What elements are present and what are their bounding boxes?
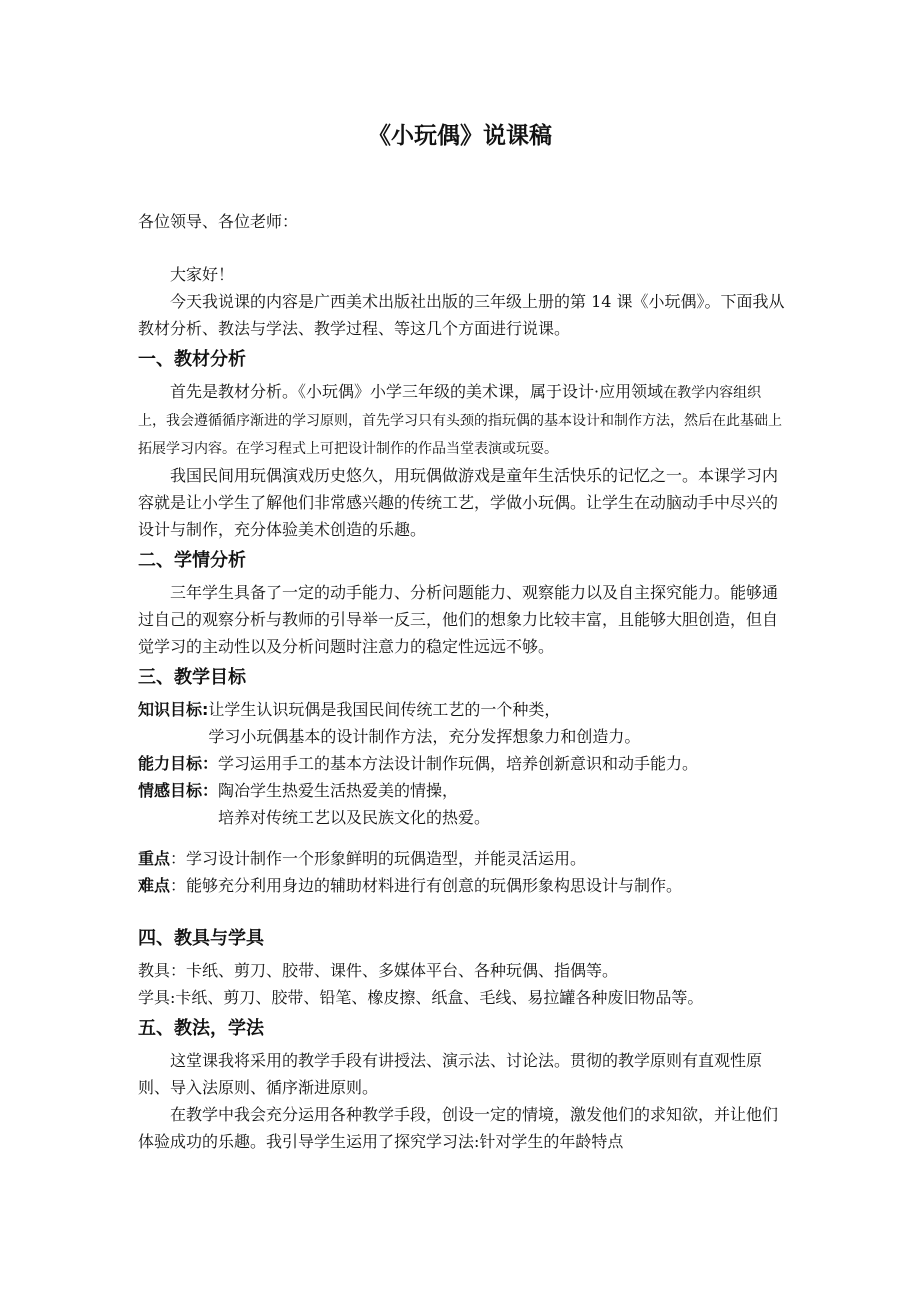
teacher-tools: 教具：卡纸、剪刀、胶带、课件、多媒体平台、各种玩偶、指偶等。: [138, 961, 619, 980]
section-heading-students: 二、学情分析: [138, 550, 246, 571]
key-point-text: ：学习设计制作一个形象鲜明的玩偶造型，并能灵活运用。: [170, 849, 587, 868]
goal-ability: [138, 750, 788, 777]
section-heading-methods: 五、教法，学法: [138, 1018, 264, 1039]
materials-paragraph-2: 我国民间用玩偶演戏历史悠久，用玩偶做游戏是童年生活快乐的记忆之一。本课学习内容就是让小学生了解他们非常感兴趣的传统工艺，学做小玩偶。让学生在动脑动手中尽兴的设计与制作，充分体验美术创造的乐趣。: [138, 466, 779, 539]
goal-emotion-text: [218, 777, 788, 831]
goal-emotion-label: 情感目标：: [138, 781, 219, 800]
goal-ability-text: 学习运用手工的基本方法设计制作玩偶，培养创新意识和动手能力。: [218, 754, 699, 773]
materials-paragraph-1: [138, 378, 788, 462]
difficult-point-text: ：能够充分利用身边的辅助材料进行有创意的玩偶形象构思设计与制作。: [170, 876, 683, 895]
goal-emotion: [138, 777, 788, 831]
goal-ability-label: 能力目标：: [138, 754, 219, 773]
goal-knowledge-line-1: 让学生认识玩偶是我国民间传统工艺的一个种类，: [208, 700, 561, 719]
section-heading-goals: 三、教学目标: [138, 667, 246, 688]
spacer: [138, 235, 788, 261]
goal-knowledge-label: 知识目标:: [138, 700, 209, 719]
section-heading-tools: 四、教具与学具: [138, 928, 264, 949]
document-body: [138, 208, 788, 1155]
goal-knowledge-text: [208, 696, 788, 750]
goal-emotion-line-1: 陶冶学生热爱生活热爱美的情操，: [218, 781, 459, 800]
intro-paragraph: 今天我说课的内容是广西美术出版社出版的三年级上册的第 14 课《小玩偶》。下面我从教材分析、教法与学法、教学过程、等这几个方面进行说课。: [138, 292, 785, 338]
methods-paragraph-1: 这堂课我将采用的教学手段有讲授法、演示法、讨论法。贯彻的教学原则有直观性原则、导入法原则、循序渐进原则。: [138, 1051, 763, 1097]
hello: 大家好！: [170, 265, 235, 284]
goal-emotion-line-2: 培养对传统工艺以及民族文化的热爱。: [218, 808, 491, 827]
methods-paragraph-2: 在教学中我会充分运用各种教学手段，创设一定的情境，激发他们的求知欲，并让他们体验成功的乐趣。我引导学生运用了探究学习法:针对学生的年龄特点: [138, 1105, 779, 1151]
difficult-point: [138, 872, 788, 899]
students-paragraph: 三年学生具备了一定的动手能力、分析问题能力、观察能力以及自主探究能力。能够通过自己的观察分析与教师的引导举一反三，他们的想象力比较丰富，且能够大胆创造，但自觉学习的主动性以及分析问题时注意力的稳定性远远不够。: [138, 583, 779, 656]
materials-p1-lead: 首先是教材分析。《小玩偶》小学三年级的美术课，属于设计·应用领域: [170, 382, 664, 401]
difficult-point-label: 难点: [138, 876, 171, 895]
spacer: [138, 899, 788, 921]
document-title: 《小玩偶》说课稿: [368, 123, 552, 149]
greeting: 各位领导、各位老师：: [138, 212, 299, 231]
section-heading-materials: 一、教材分析: [138, 349, 246, 370]
key-point-label: 重点: [138, 849, 171, 868]
goal-knowledge-line-2: 学习小玩偶基本的设计制作方法，充分发挥想象力和创造力。: [208, 727, 641, 746]
key-point: [138, 845, 788, 872]
spacer: [138, 831, 788, 845]
student-tools: 学具:卡纸、剪刀、胶带、铅笔、橡皮擦、纸盒、毛线、易拉罐各种废旧物品等。: [138, 988, 704, 1007]
materials-p1-rest: 在教学内容组织上，我会遵循循序渐进的学习原则，首先学习只有头颈的指玩偶的基本设计和制作方法，然后在此基础上拓展学习内容。在学习程式上可把设计制作的作品当堂表演或玩耍。: [138, 385, 782, 457]
goal-knowledge: [138, 696, 788, 750]
